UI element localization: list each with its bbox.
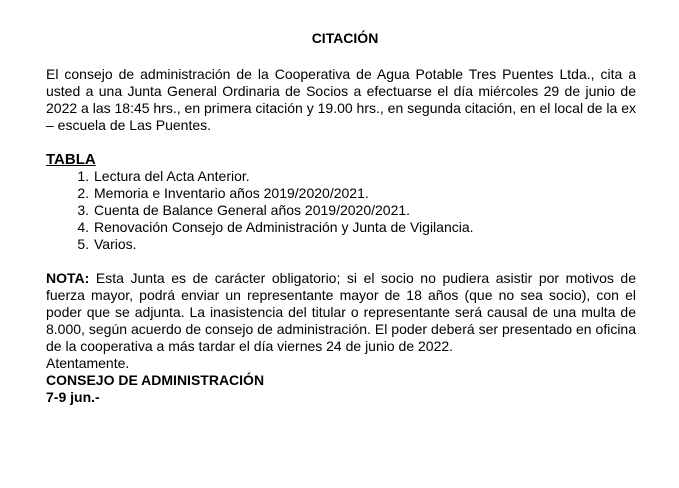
- agenda-item-text: Cuenta de Balance General años 2019/2020/2021.: [94, 202, 411, 218]
- agenda-item-number: 3.: [77, 202, 89, 218]
- closing-text: Atentamente.: [46, 355, 130, 371]
- agenda-item-text: Memoria e Inventario años 2019/2020/2021.: [94, 185, 369, 201]
- publication-dates: 7-9 jun.-: [46, 389, 100, 405]
- agenda-item-number: 2.: [77, 185, 89, 201]
- note-paragraph: [46, 270, 636, 355]
- agenda-item: [46, 219, 636, 236]
- agenda-heading: TABLA: [46, 151, 96, 168]
- agenda-item-text: Renovación Consejo de Administración y Junta de Vigilancia.: [94, 219, 474, 235]
- agenda-item: [46, 236, 636, 253]
- agenda-item-number: 4.: [77, 219, 89, 235]
- agenda-item-number: 1.: [77, 168, 89, 184]
- document-title: CITACIÓN: [311, 30, 379, 46]
- note-text: Esta Junta es de carácter obligatorio; si el socio no pudiera asistir por motivos de fuerza mayor, podrá enviar un representante mayor de 18 años (que no sea socio), con el poder que se adjunta. La inasistencia del titular o representante será causal de una multa de 8.000, según acuerdo de consejo de administración. El poder deberá ser presentado en oficina de la cooperativa a más tardar el día viernes 24 de junio de 2022.: [46, 270, 636, 354]
- agenda-list: [46, 168, 636, 253]
- note-label: NOTA:: [46, 270, 90, 286]
- signature: CONSEJO DE ADMINISTRACIÓN: [46, 372, 265, 388]
- document-page: [46, 30, 636, 406]
- agenda-item: [46, 185, 636, 202]
- agenda-item: [46, 202, 636, 219]
- agenda-item: [46, 168, 636, 185]
- agenda-item-number: 5.: [77, 236, 89, 252]
- agenda-item-text: Lectura del Acta Anterior.: [94, 168, 250, 184]
- intro-paragraph: El consejo de administración de la Cooperativa de Agua Potable Tres Puentes Ltda., cita a usted a una Junta General Ordinaria de Socios a efectuarse el día miércoles 29 de junio de 2022 a las 18:45 hrs., en primera citación y 19.00 hrs., en segunda citación, en el local de la ex – escuela de Las Puentes.: [46, 66, 636, 133]
- agenda-item-text: Varios.: [94, 236, 137, 252]
